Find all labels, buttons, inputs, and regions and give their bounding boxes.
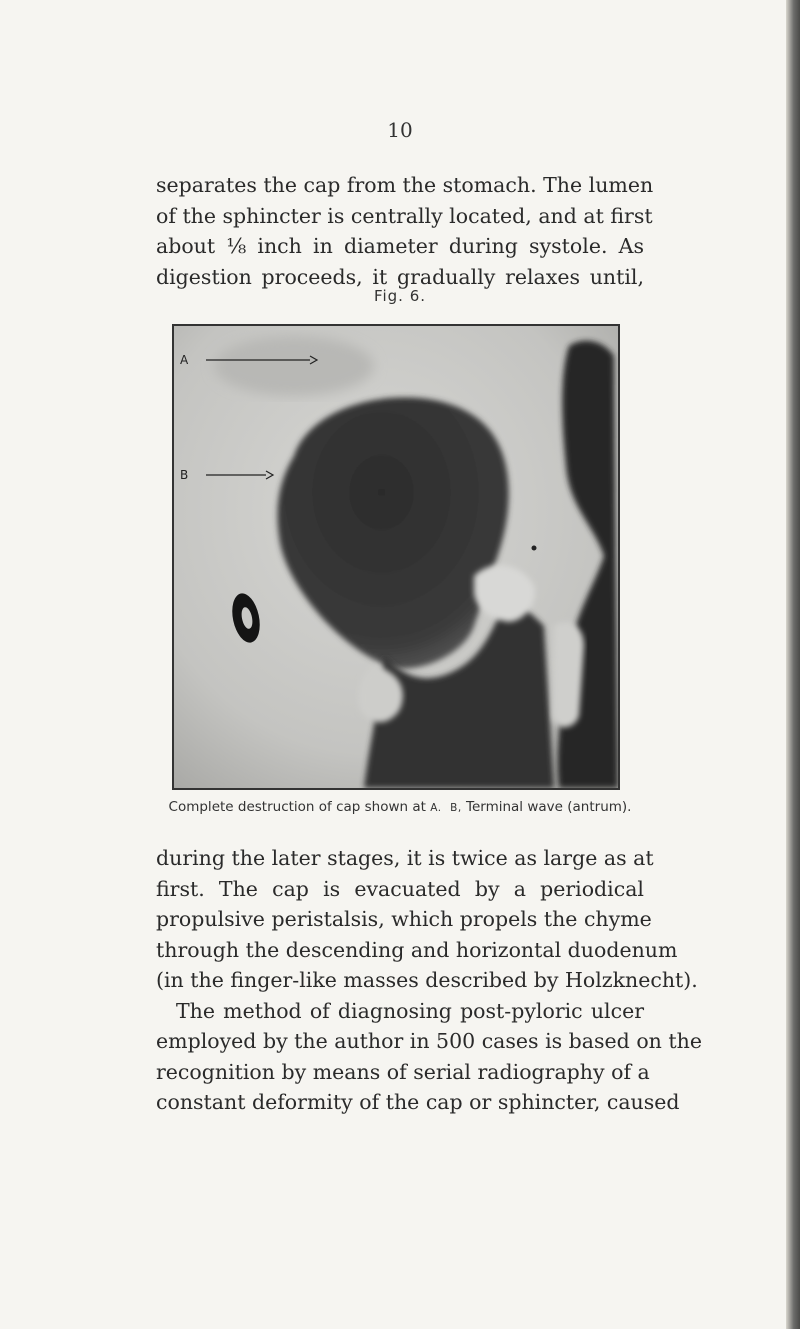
text-line: during the later stages, it is twice as large as at	[156, 846, 654, 870]
text-line: The method of diagnosing post-pyloric ulcer	[176, 998, 644, 1023]
text-line: employed by the author in 500 cases is based on the	[156, 1029, 702, 1053]
text-line: about ⅛ inch in diameter during systole. As	[156, 234, 644, 258]
text-line: digestion proceeds, it gradually relaxes until,	[156, 264, 644, 289]
text-line: recognition by means of serial radiography of a	[156, 1059, 650, 1084]
paragraph-bottom	[156, 843, 702, 1118]
caption-ref-a: A.	[430, 802, 442, 814]
caption-text: Complete destruction of cap shown at	[168, 799, 431, 815]
text-line: constant deformity of the cap or sphincter, caused	[156, 1090, 680, 1114]
figure-marker-a: A	[180, 353, 189, 367]
figure-marker-b: B	[180, 468, 189, 482]
text-line: separates the cap from the stomach. The lumen	[156, 173, 654, 197]
figure-label: Fig. 6.	[373, 287, 427, 305]
text-line: of the sphincter is centrally located, and at first	[156, 203, 653, 228]
text-line: through the descending and horizontal duodenum	[156, 937, 678, 962]
paragraph-top	[156, 170, 654, 292]
page-number: 10	[387, 118, 413, 142]
caption-ref-b: B,	[450, 802, 462, 814]
page-edge-shadow	[786, 0, 800, 1329]
radiograph-image	[174, 326, 618, 788]
caption-text-end: Terminal wave (antrum).	[461, 799, 632, 815]
text-line: propulsive peristalsis, which propels the chyme	[156, 907, 652, 931]
text-line: (in the finger-like masses described by Holzknecht).	[156, 968, 698, 992]
text-line: first. The cap is evacuated by a periodical	[156, 876, 644, 901]
figure-caption	[0, 799, 800, 815]
radiograph-figure	[172, 324, 620, 790]
